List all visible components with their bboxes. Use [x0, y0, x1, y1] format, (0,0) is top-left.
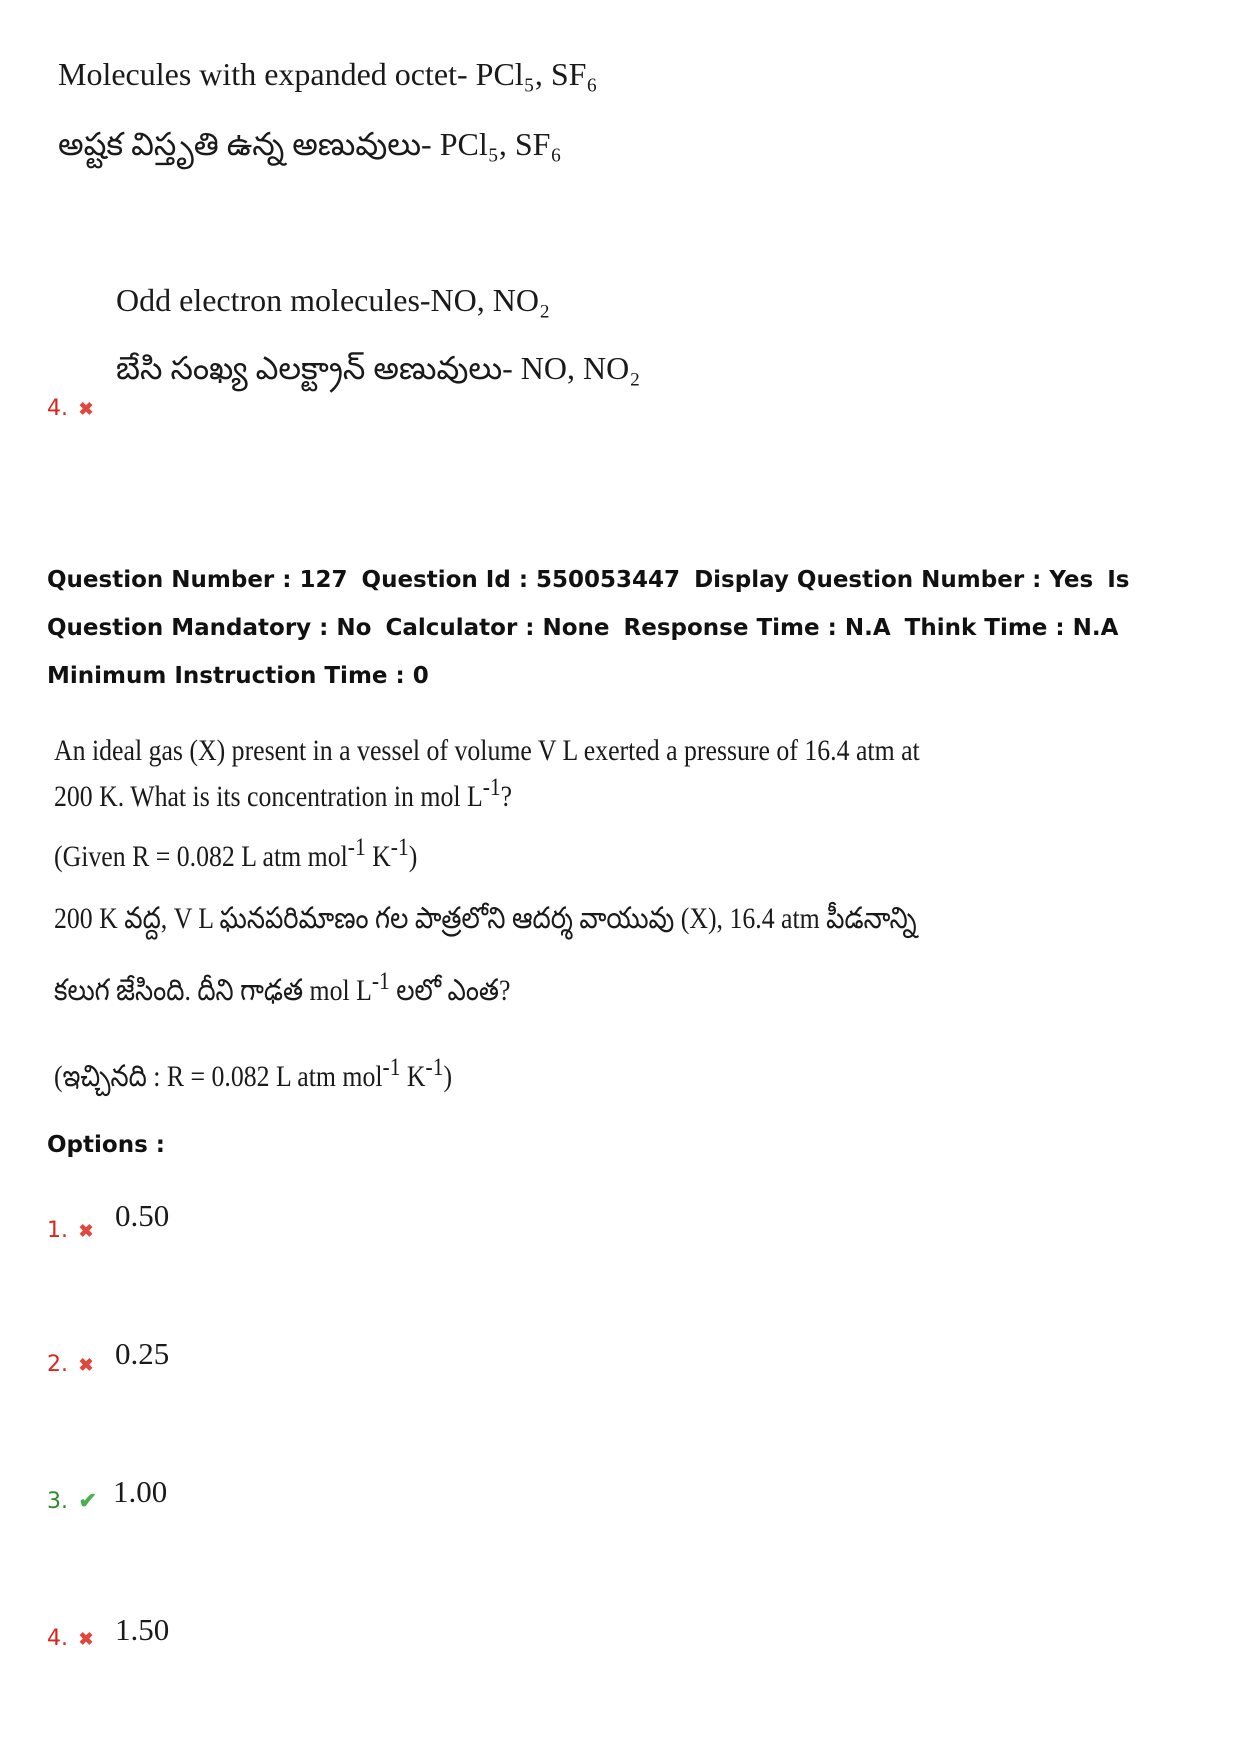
given-text: K [365, 840, 391, 873]
is-mandatory: Is Question Mandatory : No [47, 567, 1130, 641]
question-te-text: కలుగ జేసింది. దీని గాఢత mol L [54, 974, 372, 1007]
option-1-value: 0.50 [115, 1198, 170, 1233]
option-2[interactable] [47, 1352, 94, 1377]
option-number: 3. [47, 1489, 68, 1514]
prev-option-line-3: Odd electron molecules-NO, NO₂ [116, 282, 551, 318]
option-2-value: 0.25 [115, 1336, 170, 1371]
question-en-text: 200 K. What is its concentration in mol L [54, 780, 483, 813]
question-en-text: ? [500, 780, 513, 813]
question-te-line-1: 200 K వద్ద, V L ఘనపరిమాణం గల పాత్రలోని ఆదర్శ వాయువు (X), 16.4 atm పీడనాన్ని [54, 902, 917, 935]
wrong-mark-icon: ✖ [78, 1355, 94, 1375]
prev-option-line-1: Molecules with expanded octet- PCl₅, SF₆ [58, 56, 598, 92]
option-3-value: 1.00 [113, 1474, 168, 1509]
question-id: Question Id : 550053447 [361, 567, 681, 593]
superscript: -1 [482, 774, 501, 801]
wrong-mark-icon: ✖ [78, 1629, 94, 1649]
option-number: 4. [47, 396, 68, 421]
question-given-en [54, 834, 417, 874]
given-text: K [400, 1060, 426, 1093]
question-te-line-2 [54, 968, 510, 1015]
option-number: 1. [47, 1218, 68, 1243]
prev-option-line-2: అష్టక విస్తృతి ఉన్న అణువులు- PCl₅, SF₆ [58, 126, 562, 162]
question-given-te [54, 1054, 452, 1101]
question-en-line-2 [54, 774, 512, 814]
wrong-mark-icon: ✖ [78, 1221, 94, 1241]
display-question-number: Display Question Number : Yes [694, 567, 1094, 593]
question-metadata [47, 556, 1207, 700]
option-number: 2. [47, 1352, 68, 1377]
superscript: -1 [390, 834, 409, 861]
question-te-text: లలో ఎంత? [389, 974, 511, 1007]
option-4[interactable] [47, 1626, 94, 1651]
question-en-line-1: An ideal gas (X) present in a vessel of volume V L exerted a pressure of 16.4 atm at [54, 734, 920, 767]
superscript: -1 [371, 968, 390, 995]
given-text: (ఇచ్చినది : R = 0.082 L atm mol [54, 1060, 383, 1093]
wrong-mark-icon: ✖ [78, 399, 94, 419]
prev-option-number-row [47, 396, 94, 421]
superscript: -1 [347, 834, 366, 861]
calculator: Calculator : None [385, 615, 610, 641]
superscript: -1 [425, 1054, 444, 1081]
minimum-instruction-time: Minimum Instruction Time : 0 [47, 663, 429, 689]
response-time: Response Time : N.A [623, 615, 891, 641]
given-text: ) [408, 840, 418, 873]
option-3[interactable] [47, 1488, 97, 1514]
given-text: (Given R = 0.082 L atm mol [54, 840, 348, 873]
check-mark-icon: ✔ [78, 1488, 97, 1513]
prev-option-line-4: బేసి సంఖ్య ఎలక్ట్రాన్ అణువులు- NO, NO₂ [116, 350, 641, 386]
question-number: Question Number : 127 [47, 567, 348, 593]
option-1[interactable] [47, 1218, 94, 1243]
think-time: Think Time : N.A [904, 615, 1119, 641]
superscript: -1 [382, 1054, 401, 1081]
options-label: Options : [47, 1132, 165, 1158]
given-text: ) [443, 1060, 453, 1093]
option-4-value: 1.50 [115, 1612, 170, 1647]
option-number: 4. [47, 1626, 68, 1651]
